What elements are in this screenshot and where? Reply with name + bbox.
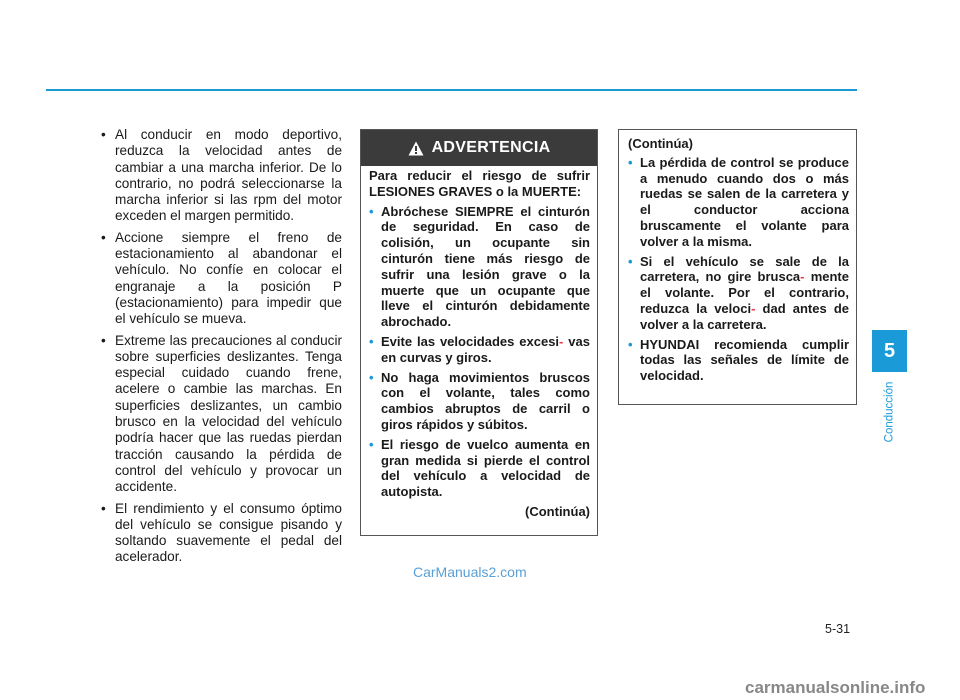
list-item: • Evite las velocidades excesi- vas en curvas y giros.: [369, 334, 590, 366]
list-item: • Abróchese SIEMPRE el cinturón de seguridad. En caso de colisión, un ocupante sin cinturón tiene más riesgo de sufrir una lesión grave o la muerte que un ocupante que lleve el cinturón debidamente abrochado.: [369, 204, 590, 330]
list-item: • El riesgo de vuelco aumenta en gran medida si pierde el control del vehículo a velocidad de autopista.: [369, 437, 590, 500]
list-item: • La pérdida de control se produce a menudo cuando dos o más ruedas se salen de la carretera y el conductor acciona bruscamente el volante para volver a la misma.: [628, 155, 849, 250]
chapter-number-tab: 5: [872, 330, 907, 372]
continuation-list: [628, 155, 849, 384]
page-number: 5-31: [825, 622, 851, 636]
left-column: [101, 127, 342, 571]
warning-triangle-icon: [408, 141, 424, 156]
warning-header: [361, 130, 597, 166]
continuation-body: [628, 136, 849, 388]
warning-box: [360, 129, 598, 536]
left-bullet-list: [101, 127, 342, 566]
warning-intro: Para reducir el riesgo de sufrir LESIONES GRAVES o la MUERTE:: [369, 168, 590, 199]
continuation-box: [618, 129, 857, 405]
continuation-heading: (Continúa): [628, 136, 693, 151]
warning-title: ADVERTENCIA: [431, 139, 551, 156]
chapter-name: Conducción: [883, 381, 896, 443]
warning-body: [369, 168, 590, 520]
watermark: CarManuals2.com: [413, 564, 527, 580]
list-item: • Si el vehículo se sale de la carretera, no gire brusca- mente el volante. Por el contrario, reduzca la veloci- dad antes de volver a la carretera.: [628, 254, 849, 333]
list-item: • Extreme las precauciones al conducir sobre superficies deslizantes. Tenga especial cuidado cuando frene, acelere o cambie las marchas. En superficies deslizantes, un cambio brusco en la velocidad del vehículo podría hacer que las ruedas pierdan tracción causando la pérdida de control del vehículo y provocar un accidente.: [101, 333, 342, 496]
warning-list: [369, 204, 590, 500]
list-item: • El rendimiento y el consumo óptimo del vehículo se consigue pisando y soltando suavemente el pedal del acelerador.: [101, 501, 342, 566]
footer-watermark: carmanualsonline.info: [745, 678, 926, 697]
list-item: • Al conducir en modo deportivo, reduzca la velocidad antes de cambiar a una marcha inferior. De lo contrario, no podrá seleccionarse la marcha inferior si las rpm del motor exceden el margen permitido.: [101, 127, 342, 225]
list-item: • HYUNDAI recomienda cumplir todas las señales de límite de velocidad.: [628, 337, 849, 384]
list-item: • Accione siempre el freno de estacionamiento al abandonar el vehículo. No confíe en colocar el engranaje a la posición P (estacionamiento) para impedir que el vehículo se mueva.: [101, 230, 342, 328]
header-rule: [46, 89, 857, 91]
list-item: • No haga movimientos bruscos con el volante, tales como cambios abruptos de carril o giros rápidos y súbitos.: [369, 370, 590, 433]
continues-label: (Continúa): [525, 503, 590, 519]
